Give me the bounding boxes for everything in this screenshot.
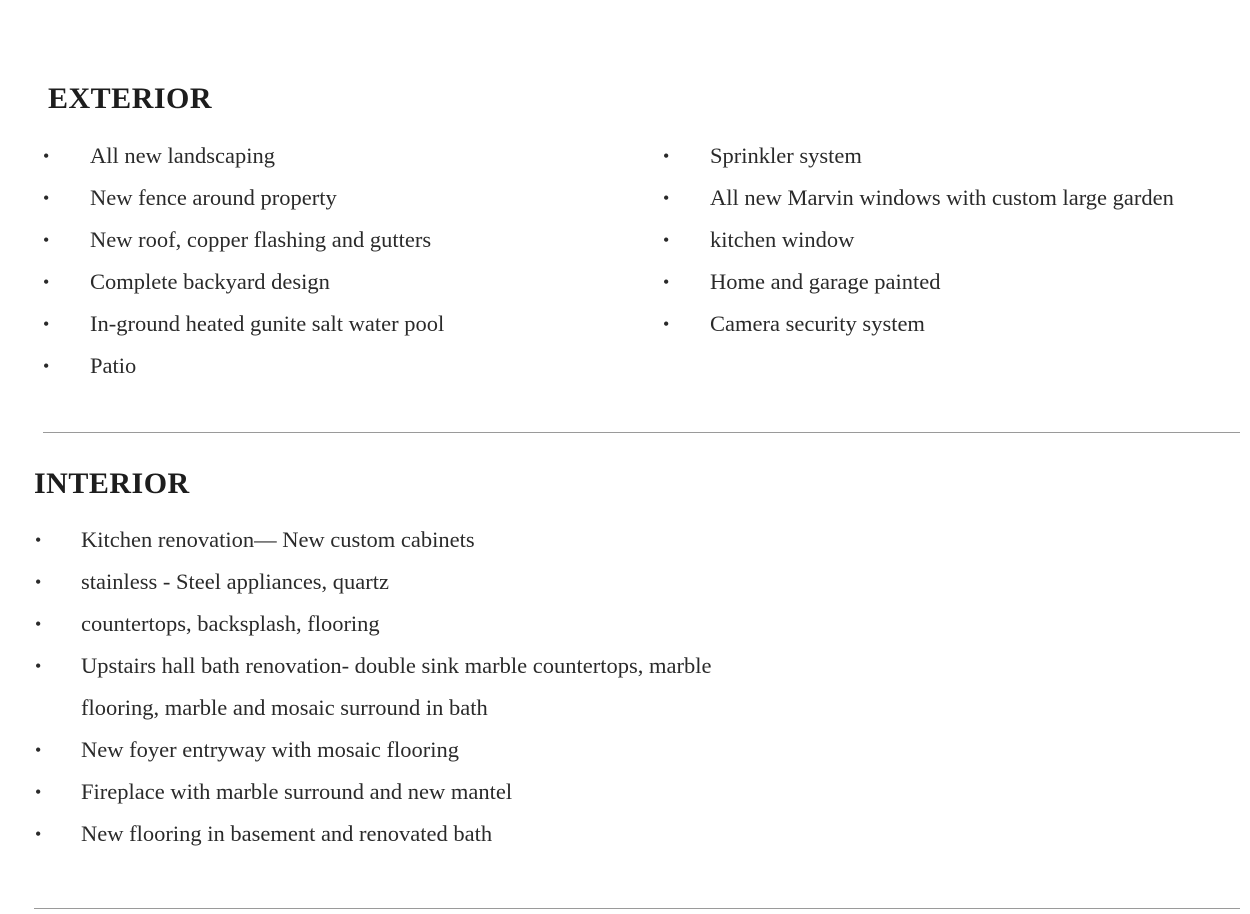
interior-heading: INTERIOR [34, 467, 190, 500]
bullet-icon: • [35, 572, 42, 592]
list-item [35, 771, 721, 813]
list-item [35, 645, 721, 729]
list-item [663, 261, 1174, 303]
list-item [35, 519, 721, 561]
list-item-text: countertops, backsplash, flooring [81, 611, 380, 636]
section-divider [34, 908, 1240, 909]
bullet-icon: • [663, 146, 670, 166]
bullet-icon: • [663, 272, 670, 292]
bullet-icon: • [663, 188, 670, 208]
bullet-icon: • [43, 146, 50, 166]
bullet-icon: • [43, 272, 50, 292]
list-item [35, 603, 721, 645]
bullet-icon: • [35, 824, 42, 844]
bullet-icon: • [35, 740, 42, 760]
bullet-icon: • [35, 614, 42, 634]
list-item-text: Camera security system [710, 311, 925, 336]
bullet-icon: • [663, 230, 670, 250]
list-item-text: Upstairs hall bath renovation- double sink marble countertops, marble flooring, marble and mosaic surround in bath [81, 653, 712, 720]
list-item [35, 561, 721, 603]
exterior-heading: EXTERIOR [48, 82, 213, 115]
bullet-icon: • [663, 314, 670, 334]
bullet-icon: • [35, 530, 42, 550]
list-item-text: Sprinkler system [710, 143, 862, 168]
list-item-text: kitchen window [710, 227, 855, 252]
list-item [43, 219, 444, 261]
list-item-text: stainless - Steel appliances, quartz [81, 569, 390, 594]
list-item-text: New roof, copper flashing and gutters [90, 227, 432, 252]
list-item-text: New fence around property [90, 185, 337, 210]
list-item [663, 177, 1174, 219]
list-item-text: Home and garage painted [710, 269, 941, 294]
bullet-icon: • [43, 314, 50, 334]
bullet-icon: • [43, 230, 50, 250]
list-item [663, 303, 1174, 345]
list-item [43, 135, 444, 177]
list-item-text: Kitchen renovation— New custom cabinets [81, 527, 475, 552]
list-item-text: Complete backyard design [90, 269, 330, 294]
list-item-text: All new Marvin windows with custom large garden [710, 185, 1174, 210]
section-divider [43, 432, 1240, 433]
list-item [663, 135, 1174, 177]
bullet-icon: • [35, 656, 42, 676]
list-item [663, 219, 1174, 261]
list-item-text: Fireplace with marble surround and new mantel [81, 779, 513, 804]
list-item-text: All new landscaping [90, 143, 275, 168]
list-item [43, 177, 444, 219]
bullet-icon: • [43, 188, 50, 208]
list-item-text: New foyer entryway with mosaic flooring [81, 737, 460, 762]
list-item [43, 261, 444, 303]
list-item [35, 729, 721, 771]
list-item-text: In-ground heated gunite salt water pool [90, 311, 445, 336]
exterior-list-right [663, 135, 1174, 345]
list-item [35, 813, 721, 855]
list-item [43, 303, 445, 345]
bullet-icon: • [35, 782, 42, 802]
list-item-text: New flooring in basement and renovated bath [81, 821, 493, 846]
interior-list [35, 519, 721, 855]
list-item [43, 345, 444, 387]
list-item-text: Patio [90, 353, 137, 378]
bullet-icon: • [43, 356, 50, 376]
exterior-list-left [43, 135, 445, 387]
